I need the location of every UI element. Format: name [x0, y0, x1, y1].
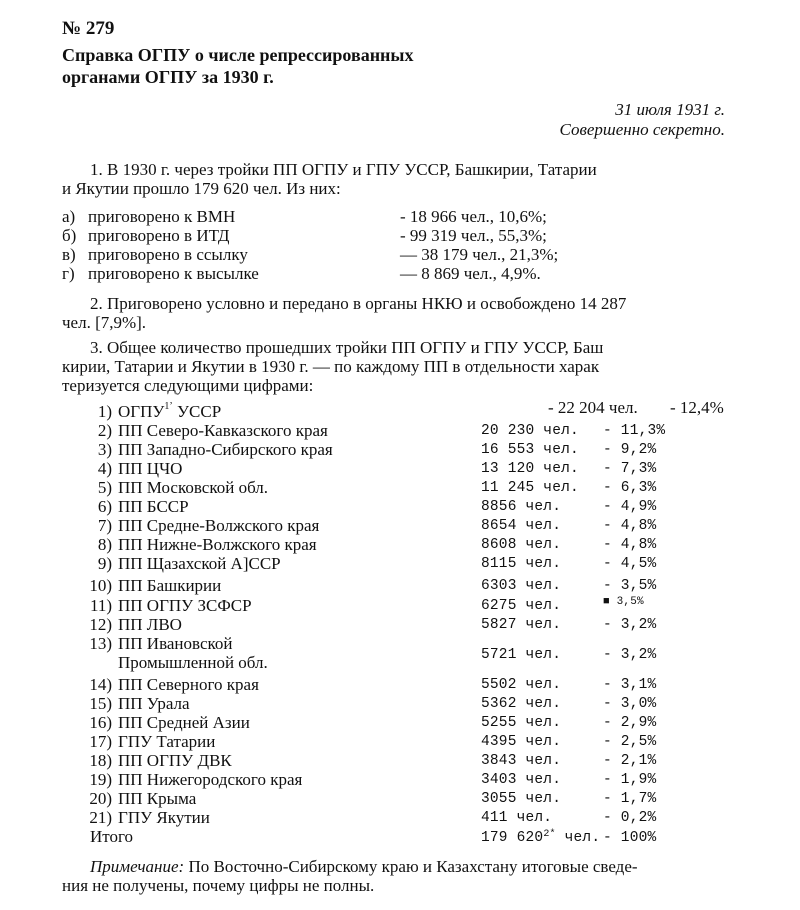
- row-percent: - 1,7%: [603, 791, 657, 807]
- row-count: 8856 чел.: [481, 499, 562, 515]
- row-name: ПП Урала: [118, 694, 190, 713]
- row-number: 20): [89, 789, 112, 808]
- row-count: 5721 чел.: [481, 647, 562, 663]
- row-name: ПП Западно-Сибирского края: [118, 440, 333, 459]
- row-number: 11): [89, 596, 112, 615]
- row-percent: - 11,3%: [603, 423, 666, 439]
- row-name: ПП ОГПУ ЗСФСР: [118, 596, 252, 615]
- row-name: ПП Нижне-Волжского края: [118, 535, 317, 554]
- row-name: ПП Средней Азии: [118, 713, 250, 732]
- row-percent: - 2,5%: [603, 734, 657, 750]
- row-number: 7): [97, 516, 112, 535]
- row-percent: - 3,1%: [603, 677, 657, 693]
- classification-stamp: Совершенно секретно.: [559, 120, 725, 139]
- row-name: ПП Северо-Кавказского края: [118, 421, 328, 440]
- paragraph-3-line-1: 3. Общее количество прошедших тройки ПП ОГПУ и ГПУ УССР, Баш: [90, 338, 604, 357]
- sentence-text: приговорено в ИТД: [88, 226, 230, 245]
- row-name: ПП Крыма: [118, 789, 197, 808]
- table-row: [0, 535, 800, 554]
- row-percent: - 4,8%: [603, 518, 657, 534]
- paragraph-1-line-1: 1. В 1930 г. через тройки ПП ОГПУ и ГПУ УССР, Башкирии, Татарии: [90, 160, 597, 179]
- row-count: 3843 чел.: [481, 753, 562, 769]
- row-percent: - 0,2%: [603, 810, 657, 826]
- row-count: 5255 чел.: [481, 715, 562, 731]
- row-number: 17): [89, 732, 112, 751]
- row-number: 13): [89, 634, 112, 653]
- table-row: [0, 732, 800, 751]
- row-name: ПП БССР: [118, 497, 189, 516]
- row-name: ПП Щазахской А]ССР: [118, 554, 281, 573]
- row-count: 13 120 чел.: [481, 461, 579, 477]
- row-name: ПП ЛВО: [118, 615, 182, 634]
- row-number: 9): [97, 554, 112, 573]
- row-number: 12): [89, 615, 112, 634]
- table-row: [0, 675, 800, 694]
- row-percent: - 2,9%: [603, 715, 657, 731]
- row-number: 2): [97, 421, 112, 440]
- row-percent: - 7,3%: [603, 461, 657, 477]
- table-row: [0, 694, 800, 713]
- row-name-continuation: Промышленной обл.: [118, 653, 268, 672]
- row-percent: - 6,3%: [603, 480, 657, 496]
- row-percent: ■ 3,5%: [603, 596, 644, 608]
- row-count: - 22 204 чел.: [548, 398, 638, 417]
- row-number: 6): [97, 497, 112, 516]
- table-row: [0, 516, 800, 535]
- total-label: Итого: [90, 827, 134, 846]
- row-count: 3055 чел.: [481, 791, 562, 807]
- row-number: 1): [97, 402, 112, 421]
- row-percent: - 9,2%: [603, 442, 657, 458]
- footnote-line-2: ния не получены, почему цифры не полны.: [62, 876, 375, 895]
- row-number: 14): [89, 675, 112, 694]
- sentence-letter: г): [62, 264, 75, 283]
- row-name: ПП Северного края: [118, 675, 259, 694]
- row-name: ПП ОГПУ ДВК: [118, 751, 232, 770]
- row-number: 18): [89, 751, 112, 770]
- row-name: ПП ЦЧО: [118, 459, 183, 478]
- row-name: $ОГПУ^{1ʼ}$ УССР: [118, 401, 222, 421]
- row-percent: - 1,9%: [603, 772, 657, 788]
- paragraph-1-line-2: и Якутии прошло 179 620 чел. Из них:: [62, 179, 341, 198]
- table-row: [0, 576, 800, 595]
- row-percent: - 3,2%: [603, 647, 657, 663]
- row-number: 3): [97, 440, 112, 459]
- row-number: 19): [89, 770, 112, 789]
- row-name: ПП Нижегородского края: [118, 770, 303, 789]
- row-number: 5): [97, 478, 112, 497]
- row-count: 6275 чел.: [481, 598, 562, 614]
- paragraph-2-line-1: 2. Приговорено условно и передано в органы НКЮ и освобождено 14 287: [90, 294, 627, 313]
- sentence-value: - 18 966 чел., 10,6%;: [400, 207, 547, 226]
- sentence-letter: в): [62, 245, 76, 264]
- row-count: 6303 чел.: [481, 578, 562, 594]
- row-count: 4395 чел.: [481, 734, 562, 750]
- paragraph-3-line-2: кирии, Татарии и Якутии в 1930 г. — по каждому ПП в отдельности харак: [62, 357, 600, 376]
- row-number: 15): [89, 694, 112, 713]
- sentence-value: - 99 319 чел., 55,3%;: [400, 226, 547, 245]
- row-name: ПП Средне-Волжского края: [118, 516, 320, 535]
- sentence-text: приговорено в ссылку: [88, 245, 248, 264]
- document-title-line-2: органами ОГПУ за 1930 г.: [62, 67, 274, 87]
- row-percent: - 4,9%: [603, 499, 657, 515]
- row-name: ПП Башкирии: [118, 576, 222, 595]
- row-percent: - 12,4%: [670, 398, 724, 417]
- row-count: 8654 чел.: [481, 518, 562, 534]
- row-percent: - 3,2%: [603, 617, 657, 633]
- row-count: 411 чел.: [481, 810, 553, 826]
- row-percent: - 3,5%: [603, 578, 657, 594]
- row-count: 8115 чел.: [481, 556, 562, 572]
- row-number: 8): [97, 535, 112, 554]
- table-row: [0, 615, 800, 634]
- table-row: [0, 789, 800, 808]
- row-count: 5502 чел.: [481, 677, 562, 693]
- row-number: 10): [89, 576, 112, 595]
- table-row: [0, 808, 800, 827]
- row-count: 5827 чел.: [481, 617, 562, 633]
- table-total-row: [0, 827, 800, 846]
- total-count: 179 $620^{2*}$ чел.: [481, 829, 601, 846]
- table-row: [0, 770, 800, 789]
- row-percent: - 4,5%: [603, 556, 657, 572]
- table-row: [0, 398, 800, 421]
- row-number: 4): [97, 459, 112, 478]
- table-row: [0, 634, 800, 672]
- sentence-letter: б): [62, 226, 77, 245]
- footnote-line-1: Примечание: По Восточно-Сибирскому краю и Казахстану итоговые сведе-: [90, 857, 638, 876]
- total-percent: - 100%: [603, 830, 657, 846]
- table-row: [0, 596, 800, 615]
- row-percent: - 3,0%: [603, 696, 657, 712]
- document-date: 31 июля 1931 г.: [615, 100, 725, 119]
- row-name: ГПУ Якутии: [118, 808, 210, 827]
- row-name: ПП Ивановской: [118, 634, 233, 653]
- sentence-text: приговорено к ВМН: [88, 207, 236, 226]
- document-title-line-1: Справка ОГПУ о числе репрессированных: [62, 45, 414, 65]
- row-count: 5362 чел.: [481, 696, 562, 712]
- table-row: [0, 497, 800, 516]
- row-percent: - 4,8%: [603, 537, 657, 553]
- row-count: 16 553 чел.: [481, 442, 579, 458]
- table-row: [0, 459, 800, 478]
- table-row: [0, 478, 800, 497]
- row-count: 8608 чел.: [481, 537, 562, 553]
- table-row: [0, 713, 800, 732]
- row-count: 20 230 чел.: [481, 423, 579, 439]
- sentence-letter: а): [62, 207, 76, 226]
- row-name: ПП Московской обл.: [118, 478, 269, 497]
- document-number: № 279: [62, 18, 115, 39]
- table-row: [0, 440, 800, 459]
- row-number: 21): [89, 808, 112, 827]
- row-name: ГПУ Татарии: [118, 732, 216, 751]
- sentence-value: — 38 179 чел., 21,3%;: [400, 245, 559, 264]
- sentence-text: приговорено к высылке: [88, 264, 259, 283]
- table-row: [0, 554, 800, 573]
- row-count: 3403 чел.: [481, 772, 562, 788]
- row-number: 16): [89, 713, 112, 732]
- table-row: [0, 421, 800, 440]
- paragraph-3-line-3: теризуется следующими цифрами:: [62, 376, 314, 395]
- paragraph-2-line-2: чел. [7,9%].: [62, 313, 147, 332]
- sentence-value: — 8 869 чел., 4,9%.: [400, 264, 541, 283]
- row-percent: - 2,1%: [603, 753, 657, 769]
- table-row: [0, 751, 800, 770]
- row-count: 11 245 чел.: [481, 480, 579, 496]
